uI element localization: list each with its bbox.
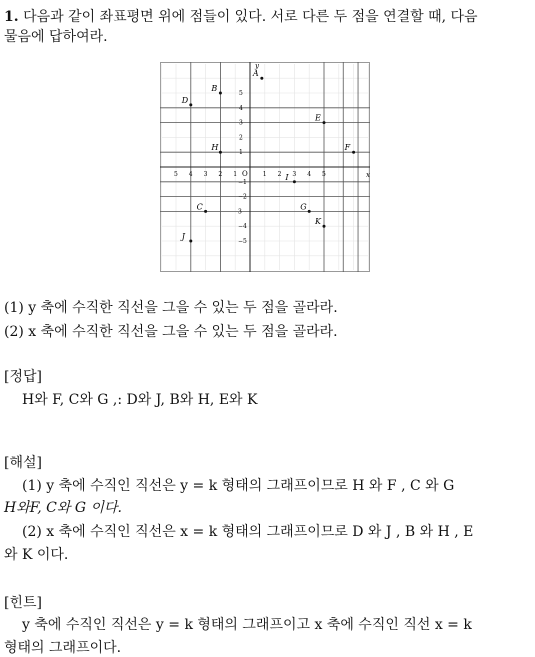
x-tick-label: 5: [174, 171, 178, 178]
x-tick-label: 1: [262, 171, 267, 178]
y-tick-label: 1: [239, 149, 243, 157]
point-j: [189, 240, 192, 243]
point-c: [204, 210, 207, 213]
point-k: [323, 225, 326, 228]
explanation-line-3: (2) x 축에 수직인 직선은 x = k 형태의 그래프이므로 D 와 J , B 와 H , E: [22, 524, 474, 540]
point-i: [293, 180, 296, 183]
point-label-d: D: [181, 95, 189, 105]
point-label-b: B: [211, 84, 218, 93]
hint-line-1: y 축에 수직인 직선은 y = k 형태의 그래프이고 x 축에 수직인 직선 x = k: [22, 617, 472, 633]
question-2: (2) x 축에 수직한 직선을 그을 수 있는 두 점을 골라라.: [4, 324, 338, 340]
y-tick-label: −5: [238, 238, 247, 245]
problem-text-1: 다음과 같이 좌표평면 위에 점들이 있다. 서로 다른 두 점을 연결할 때, 다음: [23, 9, 478, 25]
hint-line-2: 형태의 그래프이다.: [4, 640, 122, 656]
y-tick-label: −4: [238, 223, 247, 231]
problem-number: 1.: [4, 9, 19, 25]
x-tick-label: 3: [203, 171, 208, 178]
y-axis-label: y: [255, 62, 259, 70]
problem-line-2: 물음에 답하여라.: [4, 29, 108, 45]
point-label-a: A: [252, 69, 259, 79]
figure-points: [180, 69, 355, 242]
answer-text: H와 F, C와 G ,: D와 J, B와 H, E와 K: [22, 392, 258, 408]
problem-line-1: [4, 6, 478, 26]
y-tick-label: −1: [238, 178, 247, 186]
point-e: [323, 121, 326, 124]
explanation-heading: [해설]: [4, 455, 42, 471]
explanation-line-2: H와F, C와 G 이다.: [4, 500, 122, 516]
point-label-e: E: [315, 113, 321, 123]
x-tick-label: 2: [277, 171, 282, 178]
point-label-k: K: [315, 217, 321, 227]
x-tick-label: 4: [188, 171, 193, 178]
explanation-line-4: 와 K 이다.: [4, 547, 69, 563]
point-label-i: I: [285, 172, 289, 182]
coordinate-figure: [160, 62, 370, 272]
x-tick-label: 1: [233, 171, 238, 178]
y-tick-label: 3: [239, 119, 243, 127]
point-label-f: F: [344, 143, 351, 153]
point-label-j: J: [181, 232, 186, 241]
point-f: [352, 151, 355, 154]
answer-heading: [정답]: [4, 369, 42, 385]
question-1: (1) y 축에 수직한 직선을 그을 수 있는 두 점을 골라라.: [4, 300, 338, 316]
point-d: [189, 103, 192, 106]
point-label-g: G: [300, 202, 307, 212]
y-tick-label: 5: [239, 90, 243, 97]
point-g: [308, 210, 311, 213]
x-axis-label: x: [366, 171, 370, 179]
x-tick-label: 3: [292, 171, 297, 178]
point-h: [219, 151, 222, 154]
x-tick-label: 4: [307, 171, 312, 178]
point-label-c: C: [196, 202, 203, 212]
y-tick-label: 3: [238, 208, 242, 216]
origin-label: O: [242, 170, 248, 178]
point-label-h: H: [211, 143, 219, 153]
point-b: [219, 92, 222, 95]
hint-heading: [힌트]: [4, 595, 42, 611]
y-tick-label: −2: [238, 193, 247, 201]
x-tick-label: 2: [218, 171, 223, 178]
y-tick-label: 2: [239, 134, 243, 142]
point-a: [260, 77, 263, 80]
y-tick-label: 4: [239, 104, 243, 112]
x-tick-label: 5: [322, 171, 326, 178]
explanation-line-1: (1) y 축에 수직인 직선은 y = k 형태의 그래프이므로 H 와 F , C 와 G: [22, 478, 455, 494]
